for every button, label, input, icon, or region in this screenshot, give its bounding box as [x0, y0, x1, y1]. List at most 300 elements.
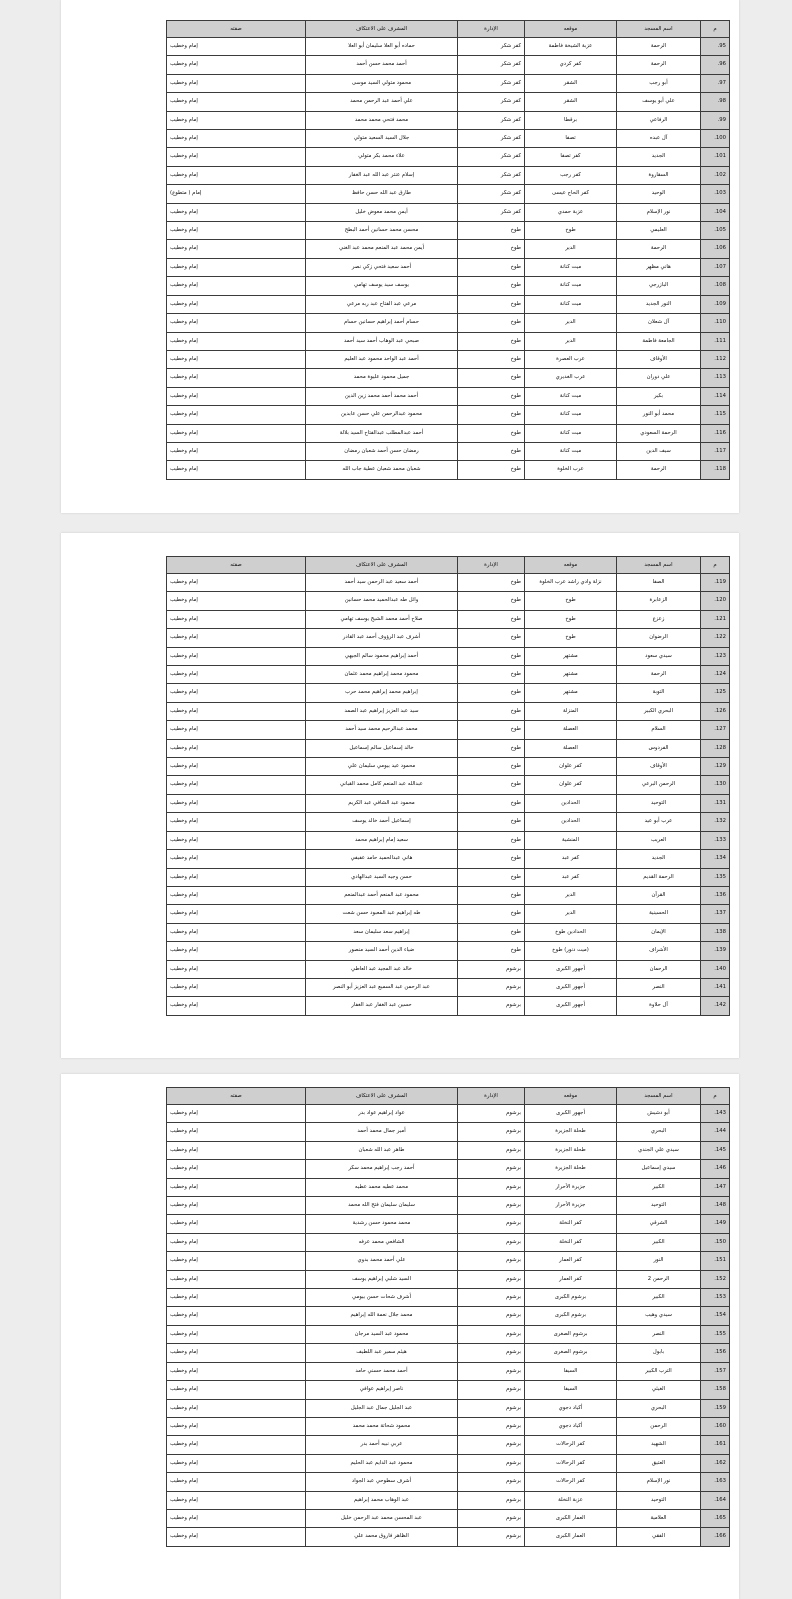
administration: كفر شكر	[458, 74, 525, 92]
table-row	[167, 776, 730, 794]
supervisor-name: محمد عطيه محمد عطيه	[306, 1178, 458, 1196]
supervisor-name: علي أحمد عبد الرحمن محمد	[306, 93, 458, 111]
mosque-name: عرب أبو عيد	[617, 813, 701, 831]
row-number: 148.	[701, 1197, 730, 1215]
mosque-name: الرحمة	[617, 240, 701, 258]
supervisor-role: إمام وخطيب	[167, 1123, 306, 1141]
table-row	[167, 1123, 730, 1141]
row-number: 110.	[701, 314, 730, 332]
mosque-location: الحدادين	[525, 813, 617, 831]
mosque-name: الرحمة	[617, 666, 701, 684]
table-row	[167, 1141, 730, 1159]
row-number: 99.	[701, 111, 730, 129]
administration: طوخ	[458, 350, 525, 368]
row-number: 114.	[701, 387, 730, 405]
table-row	[167, 684, 730, 702]
table-row	[167, 74, 730, 92]
header-location: موقعه	[525, 1088, 617, 1105]
supervisor-role: إمام وخطيب	[167, 960, 306, 978]
mosque-name: الرفاعي	[617, 111, 701, 129]
mosque-location: عرب الغديري	[525, 369, 617, 387]
supervisor-role: إمام وخطيب	[167, 1417, 306, 1435]
supervisor-role: إمام وخطيب	[167, 905, 306, 923]
mosque-name: البحري الكبير	[617, 702, 701, 720]
header-mosque-name: اسم المسجد	[617, 21, 701, 38]
table-row	[167, 240, 730, 258]
table-row	[167, 222, 730, 240]
supervisor-role: إمام وخطيب	[167, 369, 306, 387]
supervisor-name: أحمد محمد أحمد محمد زين الدين	[306, 387, 458, 405]
row-number: 115.	[701, 406, 730, 424]
row-number: 138.	[701, 923, 730, 941]
mosque-name: العريب	[617, 831, 701, 849]
supervisor-name: عبد الرحمن عبد السميع عبد العزيز أبو النصر	[306, 978, 458, 996]
administration: طوخ	[458, 758, 525, 776]
table-row	[167, 574, 730, 592]
administration: طوخ	[458, 314, 525, 332]
row-number: 129.	[701, 758, 730, 776]
administration: طوخ	[458, 424, 525, 442]
header-administration: الإدارة	[458, 21, 525, 38]
row-number: 100.	[701, 130, 730, 148]
row-number: 146.	[701, 1160, 730, 1178]
supervisor-role: إمام وخطيب	[167, 74, 306, 92]
row-number: 142.	[701, 997, 730, 1015]
supervisor-role: إمام وخطيب	[167, 350, 306, 368]
mosque-name: العليمي	[617, 222, 701, 240]
administration: طوخ	[458, 240, 525, 258]
table-row	[167, 1325, 730, 1343]
administration: برشوم	[458, 1141, 525, 1159]
mosque-name: هاني مظهر	[617, 258, 701, 276]
administration: برشوم	[458, 1178, 525, 1196]
supervisor-role: إمام وخطيب	[167, 277, 306, 295]
supervisor-role: إمام وخطيب	[167, 222, 306, 240]
supervisor-name: عبدالله عبد المنعم كامل محمد القباني	[306, 776, 458, 794]
row-number: 147.	[701, 1178, 730, 1196]
supervisor-name: أشرف عبد الرؤوف أحمد عبد القادر	[306, 629, 458, 647]
table-row	[167, 258, 730, 276]
header-supervisor: المشرف على الاعتكاف	[306, 1088, 458, 1105]
row-number: 112.	[701, 350, 730, 368]
administration: برشوم	[458, 1528, 525, 1546]
header-mosque-name: اسم المسجد	[617, 557, 701, 574]
table-row	[167, 886, 730, 904]
mosque-location: جزيرة الأحرار	[525, 1197, 617, 1215]
administration: طوخ	[458, 442, 525, 460]
mosque-name: الأوقاف	[617, 350, 701, 368]
mosque-name: بابول	[617, 1344, 701, 1362]
administration: طوخ	[458, 868, 525, 886]
mosque-location: كفر تصفا	[525, 148, 617, 166]
row-number: 141.	[701, 978, 730, 996]
table-row	[167, 592, 730, 610]
table-row	[167, 1381, 730, 1399]
mosque-location: جزيرة الأحرار	[525, 1178, 617, 1196]
table-row	[167, 610, 730, 628]
administration: برشوم	[458, 997, 525, 1015]
table-row	[167, 997, 730, 1015]
mosque-name: النصر	[617, 978, 701, 996]
row-number: 152.	[701, 1270, 730, 1288]
supervisor-name: إسماعيل أحمد خالد يوسف	[306, 813, 458, 831]
administration: برشوم	[458, 1289, 525, 1307]
supervisor-name: مرعي عبد الفتاح عبد ربه مرعي	[306, 295, 458, 313]
supervisor-role: إمام وخطيب	[167, 111, 306, 129]
mosque-location: كفر الرحالات	[525, 1454, 617, 1472]
mosque-name: السلام	[617, 721, 701, 739]
administration: برشوم	[458, 1215, 525, 1233]
supervisor-name: أحمد رجب إبراهيم محمد سكر	[306, 1160, 458, 1178]
administration: برشوم	[458, 1454, 525, 1472]
table-row	[167, 1160, 730, 1178]
supervisor-role: إمام وخطيب	[167, 406, 306, 424]
mosque-name: الرحمة	[617, 38, 701, 56]
administration: طوخ	[458, 905, 525, 923]
mosque-location: كفر العمار	[525, 1252, 617, 1270]
supervisor-name: أحمد إبراهيم محمود سالم الجيهي	[306, 647, 458, 665]
supervisor-name: حماده أبو العلا سليمان أبو العلا	[306, 38, 458, 56]
mosque-location: طوخ	[525, 592, 617, 610]
supervisor-role: إمام وخطيب	[167, 1178, 306, 1196]
supervisor-name: محمود عبدالرحمن علي حسن عابدين	[306, 406, 458, 424]
row-number: 163.	[701, 1473, 730, 1491]
mosque-name: آل حلاوة	[617, 997, 701, 1015]
supervisor-role: إمام وخطيب	[167, 886, 306, 904]
row-number: 104.	[701, 203, 730, 221]
row-number: 158.	[701, 1381, 730, 1399]
supervisor-role: إمام وخطيب	[167, 424, 306, 442]
mosque-name: الوحيد	[617, 185, 701, 203]
mosque-name: سيف الدين	[617, 442, 701, 460]
mosque-location: ميت كنانة	[525, 442, 617, 460]
mosque-location: عزبة الشيخة فاطمة	[525, 38, 617, 56]
supervisor-role: إمام وخطيب	[167, 1436, 306, 1454]
administration: طوخ	[458, 461, 525, 479]
row-number: 120.	[701, 592, 730, 610]
row-number: 107.	[701, 258, 730, 276]
administration: طوخ	[458, 629, 525, 647]
table-row	[167, 203, 730, 221]
administration: برشوم	[458, 1417, 525, 1435]
supervisor-name: أمير جمال محمد أحمد	[306, 1123, 458, 1141]
supervisor-role: إمام وخطيب	[167, 758, 306, 776]
supervisor-name: أيمن محمد معوض خليل	[306, 203, 458, 221]
row-number: 135.	[701, 868, 730, 886]
administration: كفر شكر	[458, 111, 525, 129]
supervisor-name: صلاح أحمد محمد الشيخ يوسف تهامي	[306, 610, 458, 628]
row-number: 118.	[701, 461, 730, 479]
table-row	[167, 424, 730, 442]
administration: كفر شكر	[458, 148, 525, 166]
supervisor-name: محمود عبد المنعم أحمد عبدالمنعم	[306, 886, 458, 904]
supervisor-role: إمام وخطيب	[167, 258, 306, 276]
mosque-name: التوحيد	[617, 1197, 701, 1215]
row-number: 162.	[701, 1454, 730, 1472]
mosque-location: أجهور الكبرى	[525, 997, 617, 1015]
mosque-location: كفر النخلة	[525, 1233, 617, 1251]
mosque-location: كفر النخلة	[525, 1215, 617, 1233]
header-mosque-name: اسم المسجد	[617, 1088, 701, 1105]
supervisor-role: إمام وخطيب	[167, 1399, 306, 1417]
table-row	[167, 38, 730, 56]
supervisor-name: محمد فتحي محمد محمد	[306, 111, 458, 129]
supervisor-role: إمام وخطيب	[167, 776, 306, 794]
header-num: م	[701, 557, 730, 574]
mosque-location: الدير	[525, 905, 617, 923]
table-row	[167, 332, 730, 350]
table-row	[167, 794, 730, 812]
supervisor-role: إمام وخطيب	[167, 38, 306, 56]
table-row	[167, 350, 730, 368]
supervisor-role: إمام وخطيب	[167, 1252, 306, 1270]
table-row	[167, 721, 730, 739]
administration: برشوم	[458, 1473, 525, 1491]
mosque-name: السقاروة	[617, 166, 701, 184]
administration: طوخ	[458, 258, 525, 276]
table-row	[167, 93, 730, 111]
mosque-table-page-1	[166, 20, 730, 480]
supervisor-name: أشرف شحات حسن بيومي	[306, 1289, 458, 1307]
table-row	[167, 1178, 730, 1196]
mosque-location: تصفا	[525, 130, 617, 148]
row-number: 139.	[701, 942, 730, 960]
mosque-location: كفر الحاج عيسى	[525, 185, 617, 203]
mosque-name: الجديد	[617, 850, 701, 868]
administration: كفر شكر	[458, 166, 525, 184]
administration: طوخ	[458, 942, 525, 960]
row-number: 149.	[701, 1215, 730, 1233]
supervisor-role: إمام وخطيب	[167, 1381, 306, 1399]
mosque-location: كفر العمار	[525, 1270, 617, 1288]
administration: برشوم	[458, 1509, 525, 1527]
supervisor-name: يوسف سيد يوسف تهامي	[306, 277, 458, 295]
mosque-name: البحري	[617, 1399, 701, 1417]
mosque-name: الرضوان	[617, 629, 701, 647]
supervisor-name: محمود عبد الدايم عبد الحليم	[306, 1454, 458, 1472]
supervisor-name: سليمان سليمان فتح الله محمد	[306, 1197, 458, 1215]
mosque-location: العصلة	[525, 721, 617, 739]
row-number: 124.	[701, 666, 730, 684]
administration: طوخ	[458, 610, 525, 628]
mosque-name: الرحمة القديم	[617, 868, 701, 886]
supervisor-name: أحمد عبدالمطلب عبدالفتاح السيد بلالة	[306, 424, 458, 442]
mosque-location: عزبة النخلة	[525, 1491, 617, 1509]
supervisor-name: سعيد إمام إبراهيم محمد	[306, 831, 458, 849]
administration: طوخ	[458, 794, 525, 812]
administration: طوخ	[458, 369, 525, 387]
mosque-location: برشوم الكبرى	[525, 1289, 617, 1307]
row-number: 111.	[701, 332, 730, 350]
row-number: 136.	[701, 886, 730, 904]
mosque-name: البحري	[617, 1123, 701, 1141]
mosque-location: مشتهر	[525, 647, 617, 665]
mosque-location: الشقر	[525, 74, 617, 92]
row-number: 131.	[701, 794, 730, 812]
mosque-location: الدير	[525, 314, 617, 332]
table-row	[167, 406, 730, 424]
mosque-name: الرحمن 2	[617, 1270, 701, 1288]
supervisor-role: إمام وخطيب	[167, 666, 306, 684]
supervisor-name: رمضان حسن أحمد شعبان رمضان	[306, 442, 458, 460]
mosque-location: الدير	[525, 332, 617, 350]
mosque-name: الصفا	[617, 574, 701, 592]
row-number: 103.	[701, 185, 730, 203]
table-row	[167, 1417, 730, 1435]
mosque-name: الكبير	[617, 1289, 701, 1307]
mosque-location: كفر عبد	[525, 850, 617, 868]
mosque-location: الدير	[525, 240, 617, 258]
supervisor-name: وائل طه عبدالحميد محمد حسانين	[306, 592, 458, 610]
mosque-name: سيدي إسماعيل	[617, 1160, 701, 1178]
supervisor-role: إمام وخطيب	[167, 702, 306, 720]
administration: برشوم	[458, 1307, 525, 1325]
mosque-location: عرب الخلوة	[525, 461, 617, 479]
mosque-name: أبو دشيش	[617, 1105, 701, 1123]
table-row	[167, 1105, 730, 1123]
administration: طوخ	[458, 332, 525, 350]
administration: برشوم	[458, 1233, 525, 1251]
supervisor-role: إمام وخطيب	[167, 978, 306, 996]
table-row	[167, 1509, 730, 1527]
row-number: 132.	[701, 813, 730, 831]
mosque-location: كفر الرحالات	[525, 1436, 617, 1454]
table-row	[167, 461, 730, 479]
row-number: 164.	[701, 1491, 730, 1509]
supervisor-role: إمام وخطيب	[167, 1215, 306, 1233]
mosque-location: طوخ	[525, 629, 617, 647]
supervisor-name: أحمد محمد حسني حامد	[306, 1362, 458, 1380]
row-number: 156.	[701, 1344, 730, 1362]
row-number: 154.	[701, 1307, 730, 1325]
supervisor-name: عبد الوهاب محمد إبراهيم	[306, 1491, 458, 1509]
mosque-location: العمار الكبرى	[525, 1528, 617, 1546]
mosque-location: الحدادين	[525, 794, 617, 812]
row-number: 106.	[701, 240, 730, 258]
supervisor-name: محمود محمد إبراهيم محمد عثمان	[306, 666, 458, 684]
supervisor-role: إمام وخطيب	[167, 240, 306, 258]
supervisor-role: إمام وخطيب	[167, 1307, 306, 1325]
table-row	[167, 868, 730, 886]
supervisor-name: إبراهيم سعد سليمان سعد	[306, 923, 458, 941]
header-role: صفته	[167, 557, 306, 574]
row-number: 140.	[701, 960, 730, 978]
administration: طوخ	[458, 739, 525, 757]
table-header-row	[167, 1088, 730, 1105]
table-row	[167, 148, 730, 166]
mosque-location: ميت كنانة	[525, 277, 617, 295]
supervisor-name: خالد إسماعيل سالم إسماعيل	[306, 739, 458, 757]
row-number: 127.	[701, 721, 730, 739]
supervisor-role: إمام وخطيب	[167, 739, 306, 757]
row-number: 119.	[701, 574, 730, 592]
supervisor-role: إمام وخطيب	[167, 203, 306, 221]
mosque-name: سيدي وهيب	[617, 1307, 701, 1325]
supervisor-role: إمام وخطيب	[167, 1454, 306, 1472]
mosque-table-page-2	[166, 556, 730, 1016]
mosque-name: البازرجي	[617, 277, 701, 295]
mosque-name: التوبة	[617, 684, 701, 702]
administration: طوخ	[458, 277, 525, 295]
administration: طوخ	[458, 647, 525, 665]
table-row	[167, 56, 730, 74]
administration: طوخ	[458, 295, 525, 313]
table-row	[167, 831, 730, 849]
mosque-name: علي أبو يوسف	[617, 93, 701, 111]
mosque-location: طحلة الجزيرة	[525, 1141, 617, 1159]
mosque-name: التوحيد	[617, 1491, 701, 1509]
mosque-name: محمد أبو النور	[617, 406, 701, 424]
administration: طوخ	[458, 684, 525, 702]
supervisor-name: طارق عبد الله حسن حافظ	[306, 185, 458, 203]
table-row	[167, 166, 730, 184]
supervisor-name: الظاهر فاروق محمد علي	[306, 1528, 458, 1546]
mosque-name: الأشراف	[617, 942, 701, 960]
mosque-location: (ميت دنور) طوخ	[525, 942, 617, 960]
mosque-name: التوحيد	[617, 794, 701, 812]
administration: برشوم	[458, 1325, 525, 1343]
table-row	[167, 1436, 730, 1454]
administration: برشوم	[458, 1105, 525, 1123]
administration: برشوم	[458, 1362, 525, 1380]
table-row	[167, 1399, 730, 1417]
administration: طوخ	[458, 923, 525, 941]
mosque-name: الشرقي	[617, 1215, 701, 1233]
administration: كفر شكر	[458, 130, 525, 148]
mosque-location: طحلة الجزيرة	[525, 1160, 617, 1178]
supervisor-role: إمام وخطيب	[167, 592, 306, 610]
mosque-location: برشوم الصغرى	[525, 1325, 617, 1343]
supervisor-name: إسلام عنتر عبد الله عبد الغفار	[306, 166, 458, 184]
mosque-name: الرحمان	[617, 960, 701, 978]
supervisor-name: أحمد عبد الواحد محمود عبد العليم	[306, 350, 458, 368]
table-row	[167, 702, 730, 720]
table-row	[167, 369, 730, 387]
administration: كفر شكر	[458, 56, 525, 74]
supervisor-name: محمد جلال نعمة الله إبراهيم	[306, 1307, 458, 1325]
header-role: صفته	[167, 1088, 306, 1105]
row-number: 165.	[701, 1509, 730, 1527]
supervisor-role: إمام وخطيب	[167, 868, 306, 886]
mosque-name: بكير	[617, 387, 701, 405]
row-number: 143.	[701, 1105, 730, 1123]
row-number: 130.	[701, 776, 730, 794]
row-number: 125.	[701, 684, 730, 702]
supervisor-name: محمود عيد بيومي سليمان علي	[306, 758, 458, 776]
table-row	[167, 923, 730, 941]
mosque-name: العتيق	[617, 1454, 701, 1472]
mosque-name: الترب الكبير	[617, 1362, 701, 1380]
row-number: 134.	[701, 850, 730, 868]
mosque-location: العصلة	[525, 739, 617, 757]
supervisor-role: إمام وخطيب	[167, 442, 306, 460]
mosque-name: سيدي علي الجندي	[617, 1141, 701, 1159]
header-administration: الإدارة	[458, 557, 525, 574]
administration: طوخ	[458, 721, 525, 739]
administration: برشوم	[458, 1160, 525, 1178]
mosque-name: الرحمة	[617, 461, 701, 479]
administration: برشوم	[458, 1123, 525, 1141]
row-number: 159.	[701, 1399, 730, 1417]
table-row	[167, 1233, 730, 1251]
mosque-location: كفر عبد	[525, 868, 617, 886]
table-row	[167, 185, 730, 203]
mosque-name: أبو رجب	[617, 74, 701, 92]
table-header-row	[167, 557, 730, 574]
table-row	[167, 1491, 730, 1509]
table-row	[167, 758, 730, 776]
table-row	[167, 442, 730, 460]
